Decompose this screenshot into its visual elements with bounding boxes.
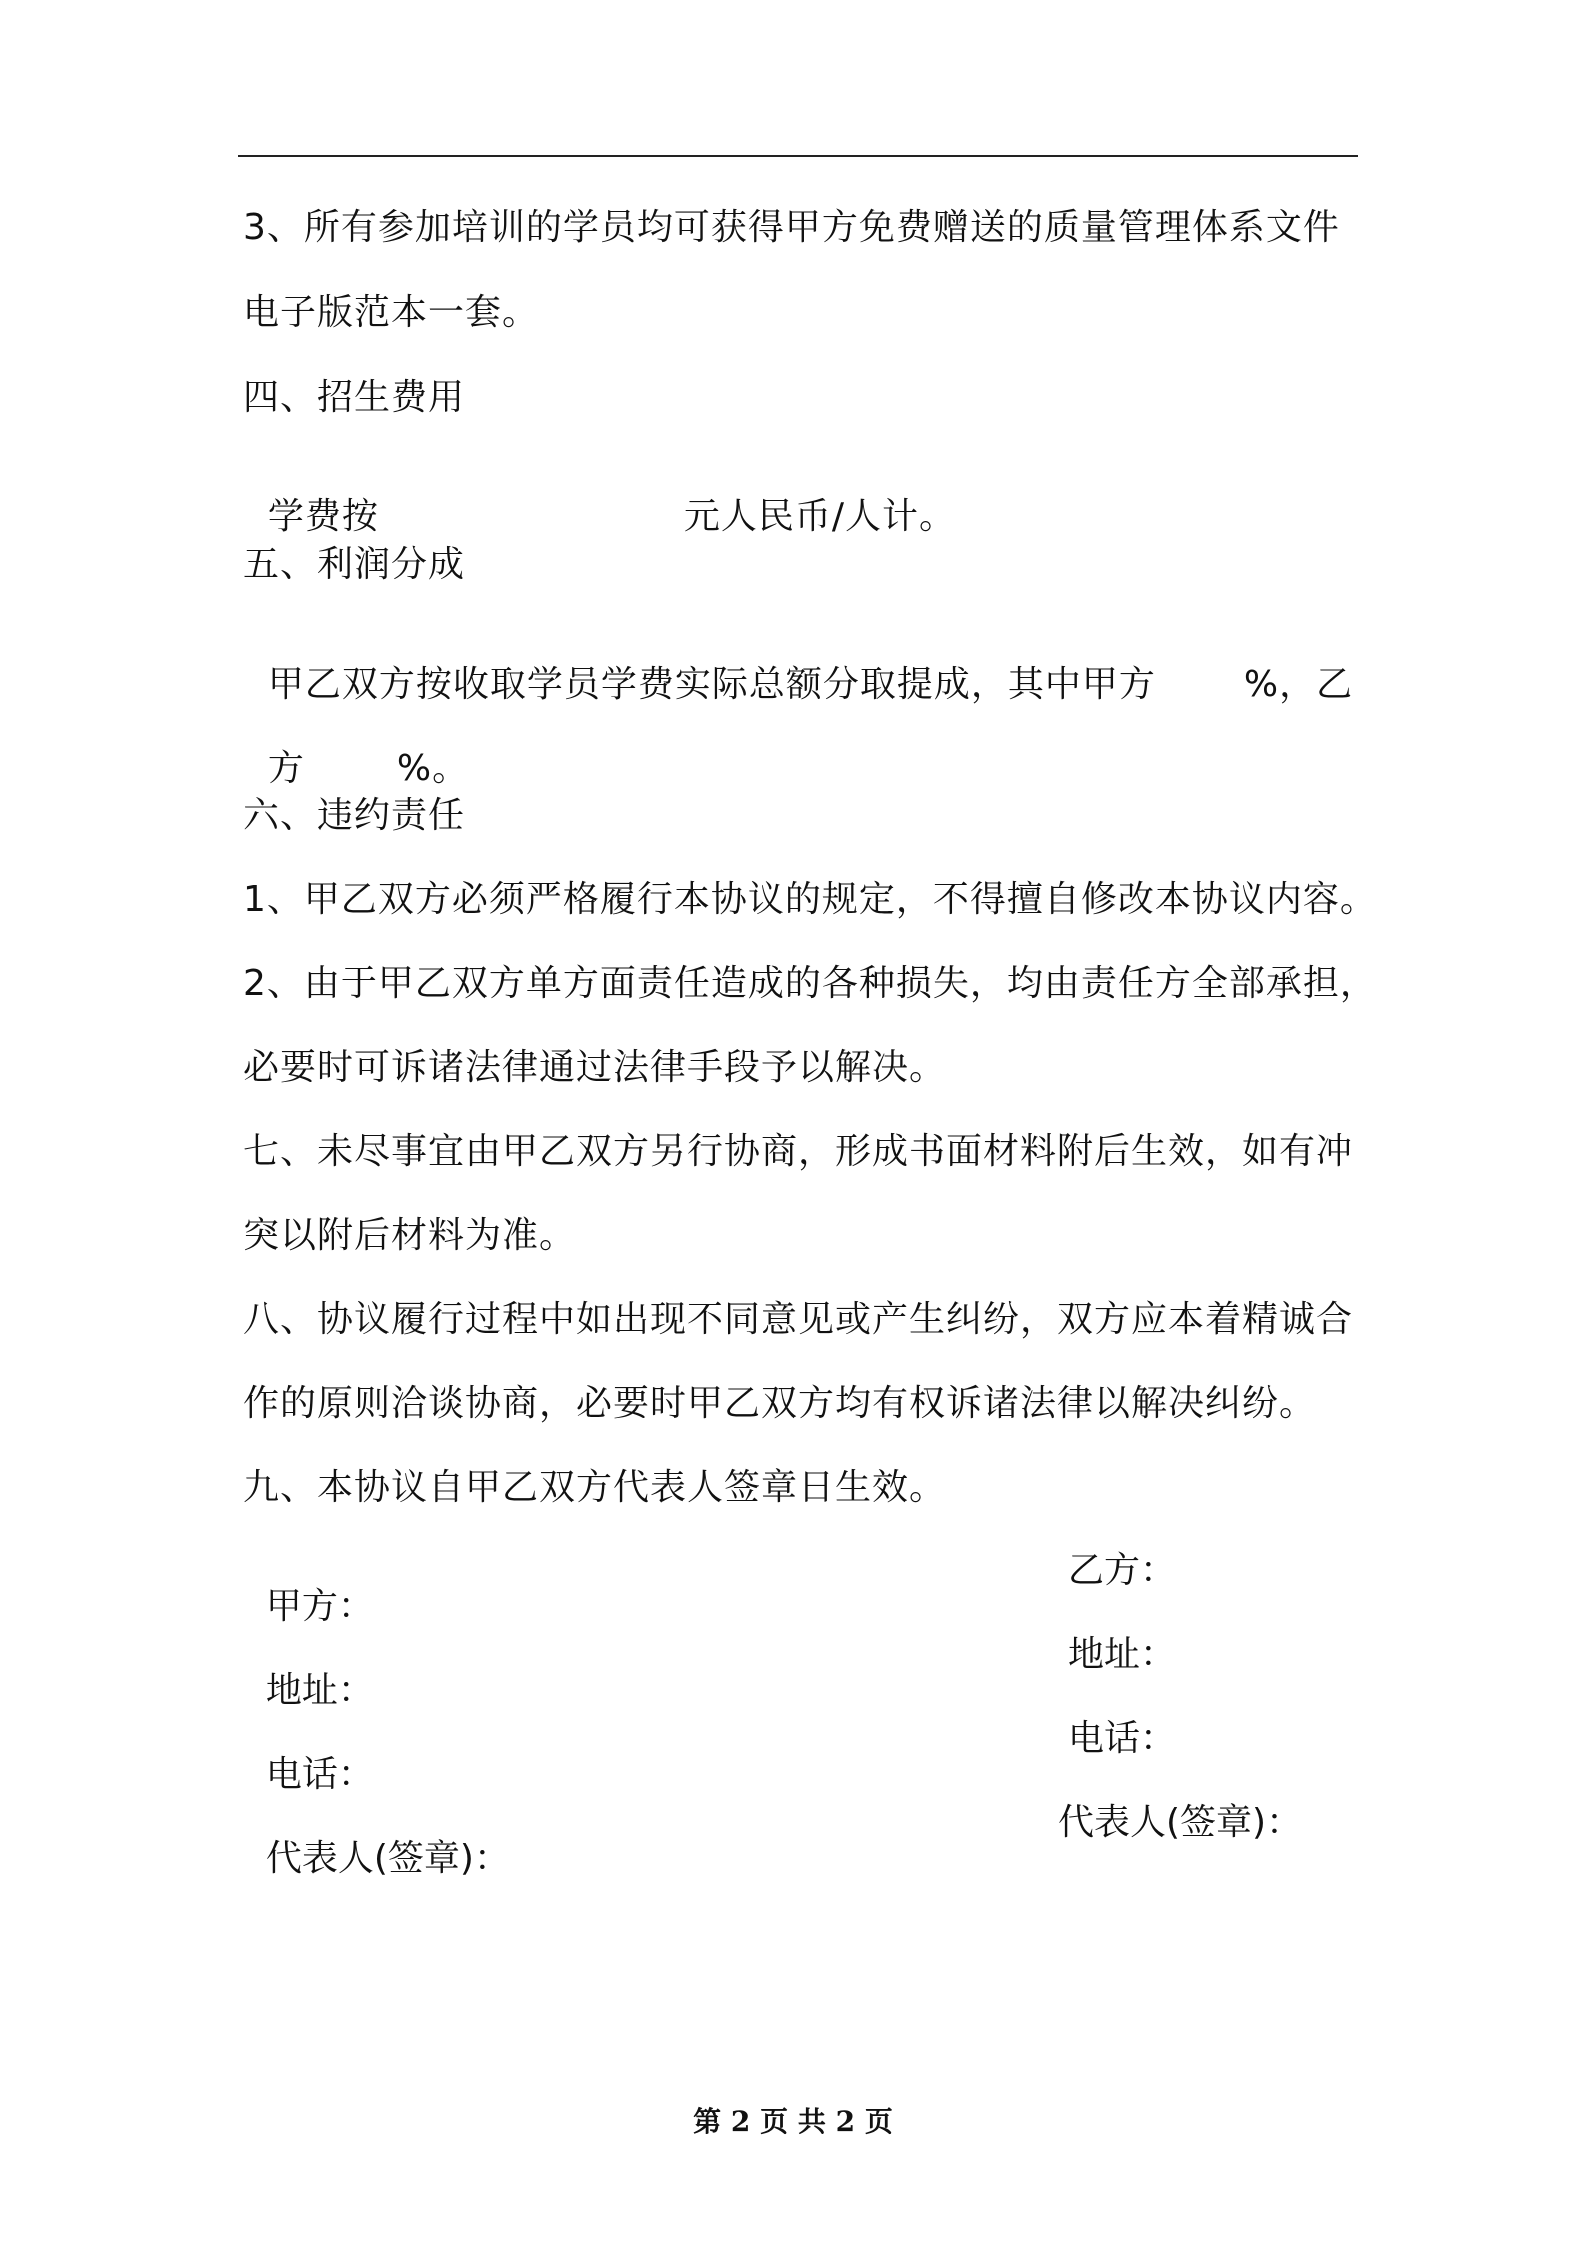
rep-a-label: 代表人(签章)：: [265, 1838, 510, 1879]
party-b-label: 乙方：: [1068, 1550, 1177, 1591]
tuition-prefix: 学费按: [267, 496, 379, 537]
tuition-line: [243, 463, 956, 535]
section-8: 八、协议履行过程中如出现不同意见或产生纠纷，双方应本着精诚合: [243, 1299, 1354, 1340]
rep-b-label: 代表人(签章)：: [1058, 1802, 1303, 1843]
section-9: 九、本协议自甲乙双方代表人签章日生效。: [243, 1467, 947, 1508]
address-a-label: 地址：: [265, 1670, 374, 1711]
profit-share-line: [243, 631, 1353, 703]
paragraph-3-training-bonus: 3、所有参加培训的学员均可获得甲方免费赠送的质量管理体系文件: [243, 207, 1340, 248]
signature-row-representative: [243, 1802, 1368, 1913]
header-rule: [238, 155, 1358, 157]
tuition-suffix: 元人民币/人计。: [683, 496, 957, 537]
profit-share-text: 甲乙双方按收取学员学费实际总额分取提成，其中甲方: [267, 664, 1156, 705]
profit-share-party-b-percent: %。: [396, 748, 470, 789]
party-a-label: 甲方：: [265, 1586, 374, 1627]
section-6-heading: 六、违约责任: [243, 795, 466, 836]
address-b-label: 地址：: [1068, 1634, 1177, 1675]
page-footer: 第 2 页 共 2 页: [693, 2105, 893, 2138]
section-5-heading: 五、利润分成: [243, 544, 466, 585]
liability-item-2: 2、由于甲乙双方单方面责任造成的各种损失，均由责任方全部承担，: [243, 963, 1377, 1004]
phone-a-label: 电话：: [265, 1754, 374, 1795]
liability-item-1: 1、甲乙双方必须严格履行本协议的规定，不得擅自修改本协议内容。: [243, 879, 1377, 920]
profit-share-party-b: 方: [267, 748, 305, 789]
liability-item-2-continued: 必要时可诉诸法律通过法律手段予以解决。: [243, 1047, 947, 1088]
section-7: 七、未尽事宜由甲乙双方另行协商，形成书面材料附后生效，如有冲: [243, 1131, 1354, 1172]
section-8-continued: 作的原则洽谈协商，必要时甲乙双方均有权诉诸法律以解决纠纷。: [243, 1383, 1317, 1424]
paragraph-3-continued: 电子版范本一套。: [243, 292, 540, 333]
profit-share-party-b-line: [243, 715, 469, 787]
section-7-continued: 突以附后材料为准。: [243, 1215, 577, 1256]
profit-share-party-a-percent: %，乙: [1243, 664, 1354, 705]
section-4-heading: 四、招生费用: [243, 377, 466, 418]
phone-b-label: 电话：: [1068, 1718, 1177, 1759]
